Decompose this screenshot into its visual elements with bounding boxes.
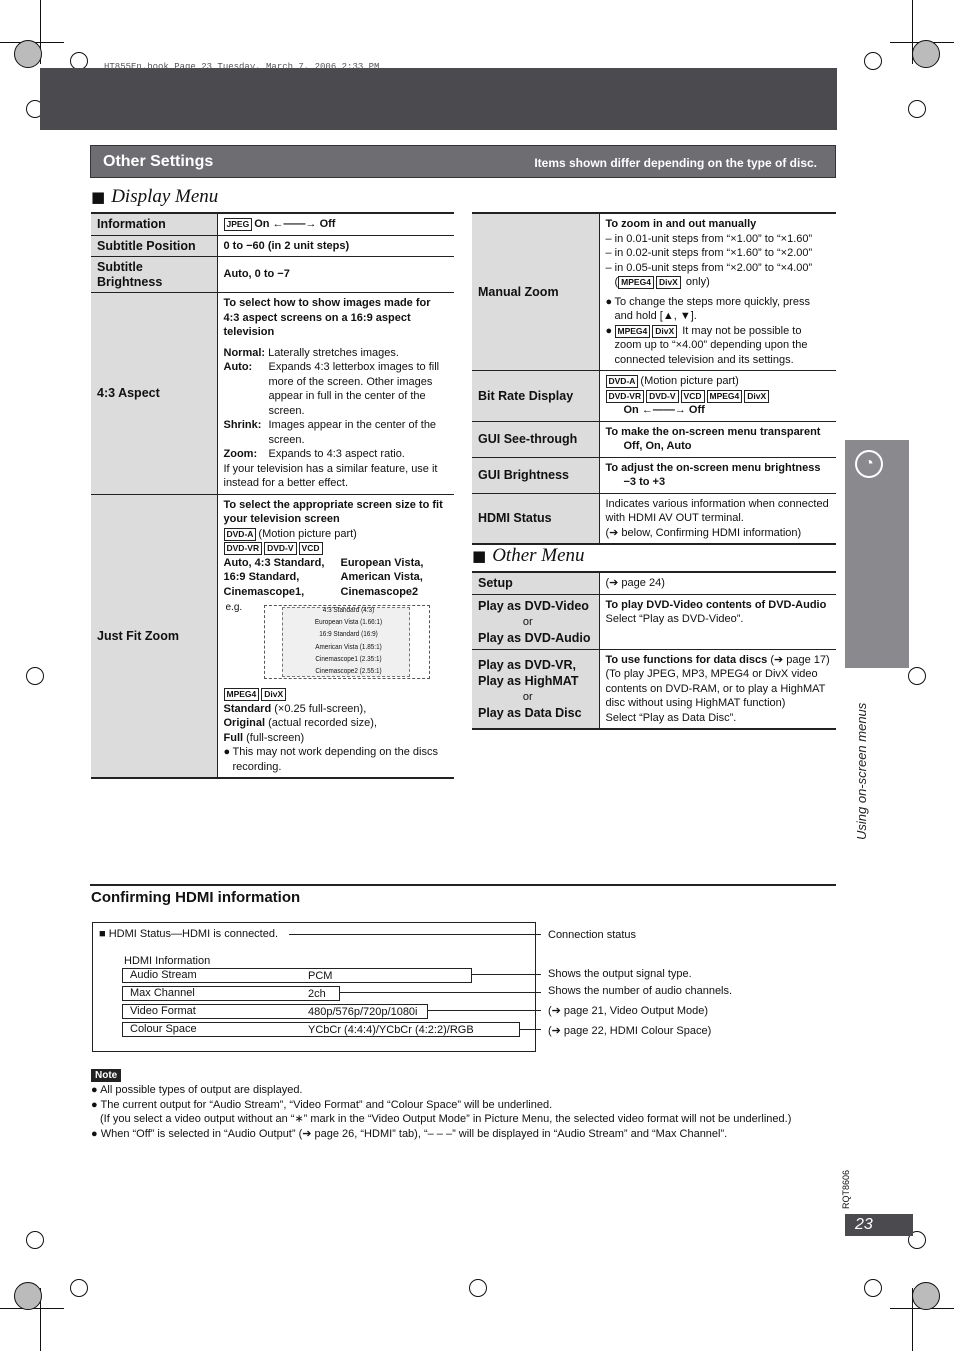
row-label: Information <box>91 213 217 235</box>
field-name: Colour Space <box>130 1023 197 1035</box>
disc-tag: JPEG <box>224 218 253 231</box>
row-label: Bit Rate Display <box>472 371 599 422</box>
diagram-labels <box>272 604 425 677</box>
table-row <box>472 457 836 493</box>
other-menu-table <box>472 571 836 730</box>
option-key: Standard <box>223 702 272 715</box>
table-row <box>472 649 836 729</box>
aspect-cell <box>217 293 454 495</box>
table-row <box>472 213 836 371</box>
disc-tag: DVD-V <box>646 390 678 403</box>
table-row <box>472 371 836 422</box>
registration-target <box>908 667 926 685</box>
note-label: Note <box>91 1069 121 1082</box>
row-value: On ←——→ Off <box>254 218 336 230</box>
callout: Shows the output signal type. <box>548 968 692 980</box>
just-fit-intro: To select the appropriate screen size to fit your television screen <box>223 498 443 525</box>
row-label: Play as DVD-Video <box>478 598 589 613</box>
display-menu-table <box>91 212 454 779</box>
row-label: Subtitle Position <box>91 235 217 257</box>
disc-tag: DivX <box>652 325 677 338</box>
just-fit-cell: To select the appropriate screen size to fit your television screen DVD-A (Motion picture part) DVD-VR DVD-V VCD Auto, 4:3 Standard, 16:9 Standard, Cinemascope1, European Vista, American Vista, Cinemascope2 e.g. 4:3 Standard (4:3) European Vista (1.66:1) 16:9 Standard (16:9) American Vista (1.85:1) Cinemascope1 (2.35:1) Cinemascope2 (2.55:1) MPEG4 DivX Standard (×0.25 full-screen), Original (actual recorded size), Full (full-screen) ● This may not work depending on the discs recording. <box>217 494 454 778</box>
zoom-step: – in 0.01-unit steps from “×1.00” to “×1.60” <box>605 232 813 245</box>
row-intro: To use functions for data discs <box>605 653 768 666</box>
field-value: PCM <box>308 970 333 982</box>
row-label: Setup <box>472 572 599 594</box>
registration-target <box>864 1279 882 1297</box>
row-label: Manual Zoom <box>472 213 599 371</box>
doc-code <box>838 1165 858 1215</box>
callout: Shows the number of audio channels. <box>548 985 733 997</box>
callout: (➔ page 21, Video Output Mode) <box>548 1005 709 1017</box>
diagram-label: American Vista (1.85:1) <box>314 641 382 651</box>
disc-tag: MPEG4 <box>615 325 651 338</box>
field-value: YCbCr (4:4:4)/YCbCr (4:2:2)/RGB <box>308 1024 474 1036</box>
option-american-vista: American Vista <box>340 571 420 583</box>
row-value: (➔ page 24) <box>599 572 836 594</box>
color-bar-disc <box>912 40 940 68</box>
leader-line <box>340 992 541 993</box>
row-value: Indicates various information when connected with HDMI AV OUT terminal. <box>605 497 829 524</box>
leader-line <box>289 934 541 935</box>
bullet-note: It may not be possible to zoom up to “×4.00” depending upon the connected television and its settings. <box>614 324 808 366</box>
row-label: Subtitle Brightness <box>91 257 217 293</box>
side-label-text: Using on-screen menus <box>854 702 869 840</box>
row-value: (To play JPEG, MP3, MPEG4 or DivX video contents on DVD-RAM, or to play a HighMAT disc without using HighMAT function) <box>605 668 826 709</box>
row-label: Play as DVD-Audio <box>478 630 591 645</box>
side-tab <box>845 440 909 668</box>
option-desc: Expands 4:3 letterbox images to fill more of the screen. Other images appear in full in the center of the screen. <box>268 361 440 417</box>
registration-target <box>864 52 882 70</box>
disc-tag: MPEG4 <box>618 276 654 289</box>
leader-line <box>428 1010 541 1011</box>
disc-tag: DVD-A <box>606 375 639 388</box>
option-key: Zoom: <box>223 448 258 460</box>
note-item: When “Off” is selected in “Audio Output” (➔ page 26, “HDMI” tab), “– – –” will be displayed in “Audio Stream” and “Max Channel”. <box>100 1127 728 1140</box>
row-value: 0 to −60 (in 2 unit steps) <box>217 235 454 257</box>
display-menu-table-continued <box>472 212 836 545</box>
manual-zoom-cell: To zoom in and out manually – in 0.01-unit steps from “×1.00” to “×1.60” – in 0.02-unit steps from “×1.60” to “×2.00” – in 0.05-unit steps from “×2.00” to “×4.00” ( MPEG4 DivX only) ● To change the steps more quickly, press and hold [▲, ▼]. ● MPEG4 DivX It may not be possible to zoom up to “×4.00” depending upon the connected television and its settings. <box>599 213 836 371</box>
disc-tag: VCD <box>299 542 323 555</box>
registration-target <box>26 1231 44 1249</box>
hdmi-info-screen <box>92 922 536 1052</box>
section-note: Items shown differ depending on the type of disc. <box>534 156 817 170</box>
disc-tag: DivX <box>744 390 769 403</box>
diagram-label: Cinemascope2 (2.55:1) <box>314 666 382 676</box>
table-row <box>91 494 454 778</box>
hdmi-status-line: ■ HDMI Status—HDMI is connected. <box>99 928 279 940</box>
row-value: −3 to +3 <box>623 476 666 488</box>
table-row <box>472 421 836 457</box>
option-43-standard: 4:3 Standard <box>254 556 322 569</box>
row-intro: To play DVD-Video contents of DVD-Audio <box>605 598 827 611</box>
color-bar-disc <box>14 40 42 68</box>
registration-target <box>26 667 44 685</box>
field-name: Video Format <box>130 1005 196 1017</box>
row-intro: To make the on-screen menu transparent <box>605 425 821 438</box>
diagram-label: European Vista (1.66:1) <box>314 617 382 627</box>
option-desc: (×0.25 full-screen), <box>274 702 367 715</box>
note-item: The current output for “Audio Stream”, “Video Format” and “Colour Space” will be underlined. <box>100 1098 553 1111</box>
option-cinemascope1: Cinemascope1 <box>223 585 302 598</box>
disc-tag: DVD-VR <box>224 542 263 555</box>
field-value: 480p/576p/720p/1080i <box>308 1006 418 1018</box>
section-header-bar <box>90 145 836 178</box>
notes-list: ● All possible types of output are displayed. ● The current output for “Audio Stream”, “Video Format” and “Colour Space” will be underlined. (If you select a video output without an “∗” mark in the “Video Output Mode” in Picture Menu, the selected video format will not be underlined.) ● When “Off” is selected in “Audio Output” (➔ page 26, “HDMI” tab), “– – –” will be displayed in “Audio Stream” and “Max Channel”. <box>91 1083 851 1141</box>
row-label: GUI See-through <box>472 421 599 457</box>
aspect-footer: If your television has a similar feature, use it instead for a better effect. <box>223 462 438 489</box>
bullet-note: This may not work depending on the discs recording. <box>232 746 438 773</box>
zoom-step: – in 0.05-unit steps from “×2.00” to “×4.00” <box>605 261 813 274</box>
registration-target <box>908 100 926 118</box>
eg-label: e.g. <box>225 602 243 613</box>
row-label: Just Fit Zoom <box>91 494 217 778</box>
registration-target <box>469 1279 487 1297</box>
table-row <box>91 235 454 257</box>
field-value: 2ch <box>308 988 326 1000</box>
row-value: Off, On, Auto <box>623 440 692 452</box>
option-desc: (actual recorded size), <box>268 717 377 729</box>
option-key: Full <box>223 731 244 744</box>
option-key: Normal: <box>223 346 266 359</box>
row-value: Auto, 0 to −7 <box>217 257 454 293</box>
side-label <box>836 690 886 850</box>
file-header: HT855En.book Page 23 Tuesday, March 7, 2006 2:33 PM <box>104 62 380 72</box>
row-value: Select “Play as DVD-Video”. <box>605 613 744 625</box>
field-name: Max Channel <box>130 987 195 999</box>
tag-note: only) <box>685 276 710 288</box>
option-key: Shrink: <box>223 419 262 431</box>
disc-tag: DVD-VR <box>606 390 645 403</box>
disc-tag: DivX <box>261 688 286 701</box>
disc-tag: DVD-V <box>264 542 296 555</box>
disc-tag: DivX <box>656 276 681 289</box>
disc-tag: MPEG4 <box>224 688 260 701</box>
row-label: GUI Brightness <box>472 457 599 493</box>
section-title: Other Settings <box>103 153 214 170</box>
option-desc: Expands to 4:3 aspect ratio. <box>268 448 405 460</box>
other-menu-heading: ■ Other Menu <box>472 545 585 566</box>
hdmi-info-header: HDMI Information <box>124 955 211 967</box>
diagram-label: 4:3 Standard (4:3) <box>322 605 374 614</box>
disc-tag: MPEG4 <box>707 390 743 403</box>
disc-icon: ◔ <box>855 450 883 478</box>
zoom-step: – in 0.02-unit steps from “×1.60” to “×2.00” <box>605 247 813 259</box>
table-row <box>91 213 454 235</box>
registration-target <box>70 1279 88 1297</box>
callout: (➔ page 22, HDMI Colour Space) <box>548 1025 712 1037</box>
row-ref: (➔ below, Confirming HDMI information) <box>605 526 802 539</box>
row-value: On ←——→ Off <box>623 404 705 416</box>
table-row <box>91 257 454 293</box>
display-menu-heading: ■ Display Menu <box>91 186 219 207</box>
row-label: Play as Data Disc <box>478 705 582 720</box>
screen-size-diagram <box>224 601 449 687</box>
table-row <box>472 594 836 649</box>
option-auto: Auto <box>223 556 249 569</box>
color-bar-disc <box>912 1282 940 1310</box>
callout: Connection status <box>548 929 637 941</box>
top-banner <box>40 68 837 130</box>
diagram-label: Cinemascope1 (2.35:1) <box>314 653 382 663</box>
tag-note: (Motion picture part) <box>640 375 739 387</box>
field-name: Audio Stream <box>130 969 197 981</box>
or-label: or <box>522 690 533 703</box>
row-value: Select “Play as Data Disc”. <box>605 711 737 724</box>
row-intro: To adjust the on-screen menu brightness <box>605 461 821 474</box>
option-european-vista: European Vista <box>340 556 421 569</box>
option-cinemascope2: Cinemascope2 <box>340 585 419 598</box>
row-label: 4:3 Aspect <box>91 293 217 495</box>
option-desc: (full-screen) <box>246 731 305 744</box>
doc-code-text: RQT8606 <box>841 1169 851 1209</box>
aspect-intro: To select how to show images made for 4:3 aspect screens on a 16:9 aspect television <box>223 297 431 338</box>
table-row <box>91 293 454 495</box>
disc-tag: VCD <box>681 390 705 403</box>
section-divider <box>90 884 836 886</box>
leader-line <box>520 1029 541 1030</box>
hdmi-section-title: Confirming HDMI information <box>91 889 301 906</box>
option-key: Original <box>223 717 266 729</box>
option-desc: Images appear in the center of the screen. <box>268 419 437 446</box>
leader-line <box>472 974 541 975</box>
option-key: Auto: <box>223 361 253 373</box>
bullet-note: To change the steps more quickly, press and hold [▲, ▼]. <box>614 295 810 322</box>
color-bar-disc <box>14 1282 42 1310</box>
option-169-standard: 16:9 Standard <box>223 571 297 583</box>
diagram-label: 16:9 Standard (16:9) <box>318 629 378 639</box>
disc-tag: DVD-A <box>224 528 257 541</box>
row-label: Play as DVD-VR, <box>478 657 576 672</box>
table-row <box>472 493 836 544</box>
table-row <box>472 572 836 594</box>
tag-note: (Motion picture part) <box>258 527 357 540</box>
option-desc: Laterally stretches images. <box>268 346 399 359</box>
row-label: HDMI Status <box>472 493 599 544</box>
or-label: or <box>522 615 533 628</box>
note-item: All possible types of output are displayed. <box>100 1084 303 1096</box>
zoom-intro: To zoom in and out manually <box>605 218 757 230</box>
row-ref: (➔ page 17) <box>770 653 830 666</box>
page-number: 23 <box>845 1214 913 1236</box>
row-label: Play as HighMAT <box>478 673 579 688</box>
note-item: (If you select a video output without an “∗” mark in the “Video Output Mode” in Picture Menu, the selected video format will not be underlined.) <box>100 1113 792 1125</box>
